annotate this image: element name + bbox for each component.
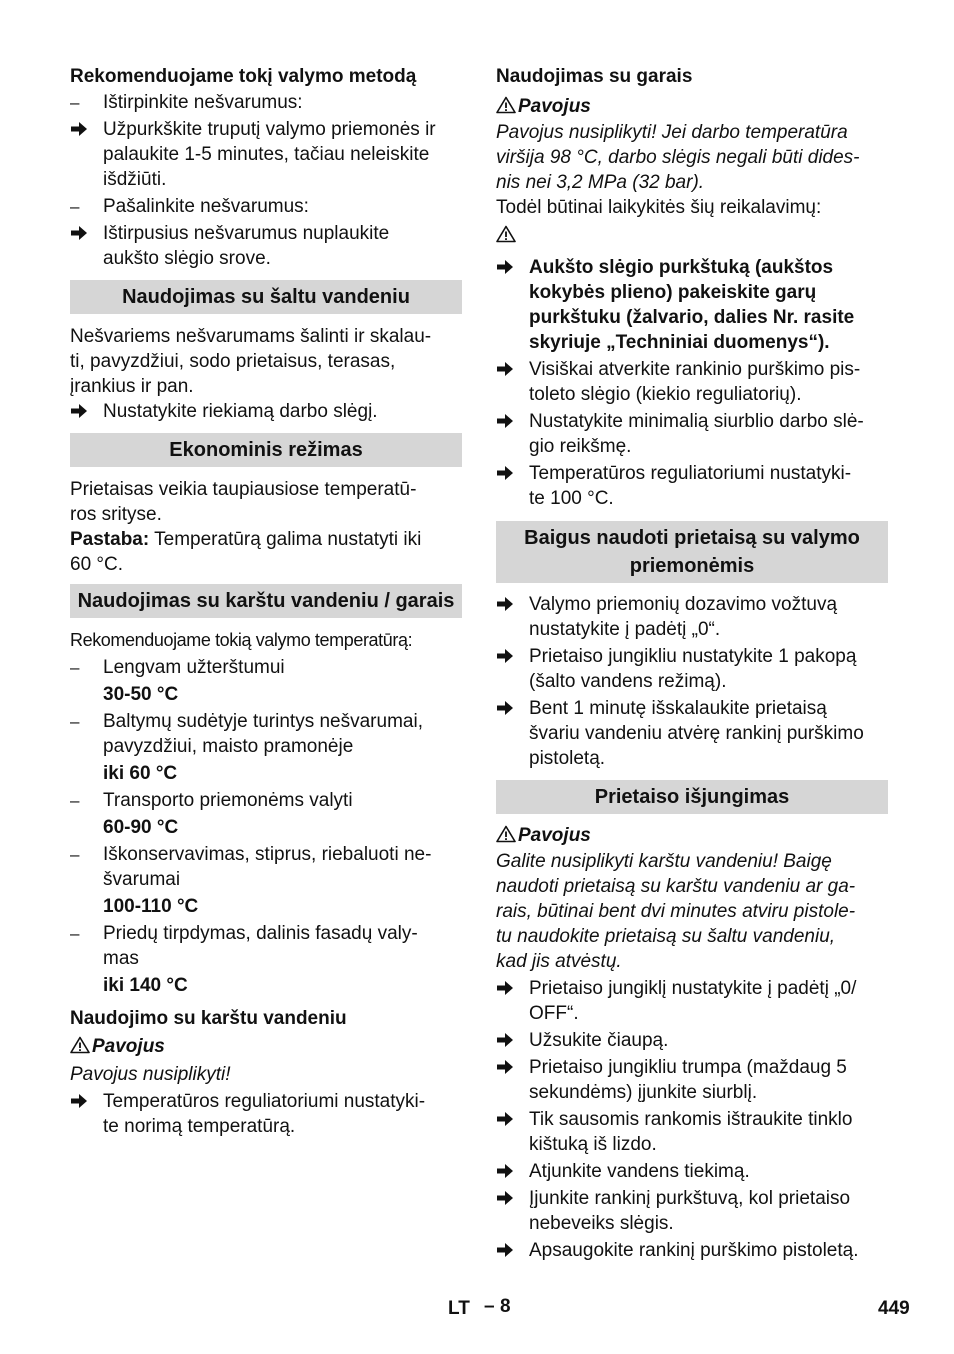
text-line: te 100 °C. xyxy=(529,488,614,509)
list-item-text xyxy=(529,696,888,771)
list-item xyxy=(70,194,462,219)
arrow-icon xyxy=(496,696,522,721)
text-line: Ištirpusius nešvarumus nuplaukite xyxy=(103,223,390,244)
list-item xyxy=(496,1055,888,1105)
cold-water-heading: Naudojimas su šaltu vandeniu xyxy=(70,280,462,314)
arrow-icon xyxy=(496,1055,522,1080)
rec-method-heading: Rekomenduojame tokį valymo metodą xyxy=(70,66,417,87)
list-item xyxy=(70,842,462,892)
danger-label: Pavojus xyxy=(70,1034,462,1059)
text-line: Nustatykite minimalią siurblio darbo slė- xyxy=(529,411,864,432)
arrow-icon xyxy=(496,357,522,382)
list-item xyxy=(70,1089,462,1139)
list-item-text xyxy=(103,921,462,971)
list-item-text xyxy=(103,788,462,813)
text-line: Prietaisas veikia taupiausiose temperatū- xyxy=(70,479,417,500)
text-line: Pavojus nusiplikyti! Jei darbo temperatūra xyxy=(496,122,848,143)
after-cleaning-steps xyxy=(496,592,888,771)
text-line: mas xyxy=(103,948,139,969)
text-line: nebeveiks slėgis. xyxy=(529,1213,674,1234)
text-line: Galite nusiplikyti karštu vandeniu! Baigę xyxy=(496,851,832,872)
list-item-text xyxy=(529,976,888,1026)
text-line: ros srityse. xyxy=(70,504,162,525)
list-item xyxy=(496,644,888,694)
list-item-text xyxy=(103,194,462,219)
list-item-text xyxy=(529,1159,888,1184)
list-item xyxy=(70,655,462,680)
arrow-icon xyxy=(70,117,96,142)
list-item-text xyxy=(529,1186,888,1236)
text-line: gio reikšmę. xyxy=(529,436,632,457)
text-line: Transporto priemonėms valyti xyxy=(103,790,353,811)
text-line: Užsukite čiaupą. xyxy=(529,1030,669,1051)
list-item-text xyxy=(529,1238,888,1263)
text-line: purkštuku (žalvario, dalies Nr. rasite xyxy=(529,307,855,328)
note-text-cont: 60 °C. xyxy=(70,554,124,575)
dash-icon: – xyxy=(70,658,80,677)
text-line: Prietaiso jungikliu trumpa (maždaug 5 xyxy=(529,1057,847,1078)
list-item xyxy=(496,357,888,407)
list-item-text xyxy=(529,461,888,511)
temperature-value: 60-90 °C xyxy=(103,817,179,838)
hot-water-heading: Naudojimas su karštu vandeniu / garais xyxy=(70,584,462,618)
arrow-icon xyxy=(496,255,522,280)
temperature-value: iki 140 °C xyxy=(103,975,188,996)
arrow-icon xyxy=(496,1107,522,1132)
arrow-icon xyxy=(496,1238,522,1263)
text-line: švarumai xyxy=(103,869,181,890)
list-item-text xyxy=(103,221,462,271)
text-line: aukšto slėgio srove. xyxy=(103,248,271,269)
text-line: Temperatūros reguliatoriumi nustatyki- xyxy=(529,463,852,484)
footer-lang: LT xyxy=(448,1298,470,1319)
text-line: naudoti prietaisą su karštu vandeniu ar ga- xyxy=(496,876,856,897)
text-line: pistoletą. xyxy=(529,748,606,769)
text-line: Apsaugokite rankinį purškimo pistoletą. xyxy=(529,1240,859,1261)
steam-heading: Naudojimas su garais xyxy=(496,66,693,87)
left-column xyxy=(70,62,462,1139)
arrow-icon xyxy=(70,221,96,246)
text-line: Įjunkite rankinį purkštuvą, kol prietaiso xyxy=(529,1188,851,1209)
dash-icon: – xyxy=(70,845,80,864)
list-item-text xyxy=(529,1055,888,1105)
arrow-icon xyxy=(496,409,522,434)
hotwater-usage-heading: Naudojimo su karštu vandeniu xyxy=(70,1008,347,1029)
text-line: Lengvam užterštumui xyxy=(103,657,285,678)
list-item-text xyxy=(103,117,462,192)
text-line: pavyzdžiui, maisto pramonėje xyxy=(103,736,354,757)
text-line: Nešvariems nešvarumams šalinti ir skalau- xyxy=(70,326,432,347)
text-line: Priedų tirpdymas, dalinis fasadų valy- xyxy=(103,923,418,944)
list-item-text xyxy=(529,592,888,642)
list-item-text xyxy=(529,1028,888,1053)
text-line: (šalto vandens režimą). xyxy=(529,671,727,692)
text-line: Temperatūros reguliatoriumi nustatyki- xyxy=(103,1091,426,1112)
list-item xyxy=(70,90,462,115)
arrow-icon xyxy=(496,976,522,1001)
dash-icon: – xyxy=(70,791,80,810)
list-item xyxy=(496,1238,888,1263)
danger-label: Pavojus xyxy=(496,823,888,848)
arrow-icon xyxy=(496,644,522,669)
list-item xyxy=(496,409,888,459)
list-item-text xyxy=(103,1089,462,1139)
list-item xyxy=(496,1186,888,1236)
dash-icon: – xyxy=(70,924,80,943)
arrow-icon xyxy=(70,399,96,424)
shutdown-danger-text xyxy=(496,849,888,974)
dash-icon: – xyxy=(70,712,80,731)
arrow-icon xyxy=(496,1159,522,1184)
text-line: nustatykite į padėtį „0“. xyxy=(529,619,721,640)
text-line: te norimą temperatūrą. xyxy=(103,1116,296,1137)
text-line: švariu vandeniu atvėrę rankinį purškimo xyxy=(529,723,864,744)
arrow-icon xyxy=(496,461,522,486)
list-item xyxy=(496,1159,888,1184)
eco-mode-heading: Ekonominis režimas xyxy=(70,433,462,467)
text-line: kištuką iš lizdo. xyxy=(529,1134,657,1155)
temperature-value: 100-110 °C xyxy=(103,896,199,917)
eco-mode-text xyxy=(70,477,462,527)
after-cleaning-heading: Baigus naudoti prietaisą su valymo priemonėmis xyxy=(496,521,888,583)
list-item xyxy=(496,592,888,642)
text-line: nis nei 3,2 MPa (32 bar). xyxy=(496,172,705,193)
list-item-text xyxy=(529,357,888,407)
shutdown-heading: Prietaiso išjungimas xyxy=(496,780,888,814)
shutdown-steps xyxy=(496,976,888,1263)
warning-line xyxy=(496,223,888,248)
warning-icon xyxy=(496,94,518,119)
list-item-text xyxy=(103,842,462,892)
text-line: Baltymų sudėtyje turintys nešvarumai, xyxy=(103,711,423,732)
text-line: Iškonservavimas, stiprus, riebaluoti ne- xyxy=(103,844,432,865)
text-line: skyriuje „Techniniai duomenys“). xyxy=(529,332,830,353)
temperature-value: 30-50 °C xyxy=(103,684,179,705)
list-item xyxy=(496,976,888,1026)
page-number: 449 xyxy=(878,1298,910,1319)
rec-method-list xyxy=(70,90,462,271)
list-item-text xyxy=(103,655,462,680)
dash-icon: – xyxy=(70,197,80,216)
text-line: OFF“. xyxy=(529,1003,579,1024)
text-line: kokybės plieno) pakeiskite garų xyxy=(529,282,817,303)
warning-icon xyxy=(496,223,518,248)
arrow-icon xyxy=(496,1028,522,1053)
cold-water-step: Nustatykite riekiamą darbo slėgį. xyxy=(70,399,462,424)
text-line: rais, būtinai bent dvi minutes atviru pistole- xyxy=(496,901,856,922)
list-item xyxy=(70,117,462,192)
text-line: sekundėms) įjunkite siurblį. xyxy=(529,1082,758,1103)
list-item xyxy=(70,788,462,813)
text-line: išdžiūti. xyxy=(103,169,167,190)
warning-icon xyxy=(70,1034,92,1059)
steam-bold-step xyxy=(496,255,888,355)
right-column xyxy=(496,62,888,1263)
arrow-icon xyxy=(496,1186,522,1211)
list-item xyxy=(70,921,462,971)
list-item-text xyxy=(103,709,462,759)
danger-label: Pavojus xyxy=(496,94,888,119)
text-line: Tik sausomis rankomis ištraukite tinklo xyxy=(529,1109,853,1130)
cold-water-text xyxy=(70,324,462,399)
footer-section-page: 8 xyxy=(500,1296,511,1317)
list-item-text xyxy=(529,1107,888,1157)
text-line: Visiškai atverkite rankinio purškimo pis- xyxy=(529,359,861,380)
text-line: Prietaiso jungikliu nustatykite 1 pakopą xyxy=(529,646,857,667)
list-item-text xyxy=(529,255,888,355)
text-line: Bent 1 minutę išskalaukite prietaisą xyxy=(529,698,827,719)
text-line: palaukite 1-5 minutes, tačiau neleiskite xyxy=(103,144,430,165)
text-line: tu naudokite prietaisą su šaltu vandeniu, xyxy=(496,926,836,947)
temperature-value: iki 60 °C xyxy=(103,763,178,784)
text-line: Pašalinkite nešvarumus: xyxy=(103,196,309,217)
list-item-text xyxy=(529,409,888,459)
text-line: ti, pavyzdžiui, sodo prietaisus, terasas, xyxy=(70,351,396,372)
warning-icon xyxy=(496,823,518,848)
list-item xyxy=(496,696,888,771)
text-line: Užpurkškite truputį valymo priemonės ir xyxy=(103,119,436,140)
text-line: Valymo priemonių dozavimo vožtuvą xyxy=(529,594,838,615)
note-text: Temperatūrą galima nustatyti iki xyxy=(154,529,422,550)
danger-text: Pavojus nusiplikyti! xyxy=(70,1064,231,1085)
list-item xyxy=(496,255,888,355)
dash-icon: – xyxy=(70,93,80,112)
list-item xyxy=(496,461,888,511)
note-label: Pastaba: xyxy=(70,529,150,550)
steam-steps xyxy=(496,357,888,511)
text-line: Ištirpinkite nešvarumus: xyxy=(103,92,303,113)
temperature-list xyxy=(70,655,462,998)
list-item xyxy=(70,709,462,759)
list-item-text xyxy=(103,90,462,115)
text-line: toleto slėgio (kiekio reguliatorių). xyxy=(529,384,802,405)
list-item xyxy=(496,1028,888,1053)
list-item xyxy=(496,1107,888,1157)
list-item-text xyxy=(529,644,888,694)
steam-text: Todėl būtinai laikykitės šių reikalavimų: xyxy=(496,197,822,218)
text-line: Prietaiso jungiklį nustatykite į padėtį „0/ xyxy=(529,978,857,999)
text-line: Aukšto slėgio purkštuką (aukštos xyxy=(529,257,834,278)
eco-note xyxy=(70,527,462,552)
hot-rec-text: Rekomenduojame tokią valymo temperatūrą: xyxy=(70,630,413,650)
text-line: viršija 98 °C, darbo slėgis negali būti dides- xyxy=(496,147,860,168)
steam-danger-text xyxy=(496,120,888,195)
arrow-icon xyxy=(496,592,522,617)
list-item xyxy=(70,221,462,271)
text-line: Atjunkite vandens tiekimą. xyxy=(529,1161,750,1182)
hotwater-step xyxy=(70,1089,462,1139)
footer-dash: – xyxy=(484,1296,495,1317)
arrow-icon xyxy=(70,1089,96,1114)
text-line: įrankius ir pan. xyxy=(70,376,194,397)
text-line: kad jis atvėstų. xyxy=(496,951,622,972)
